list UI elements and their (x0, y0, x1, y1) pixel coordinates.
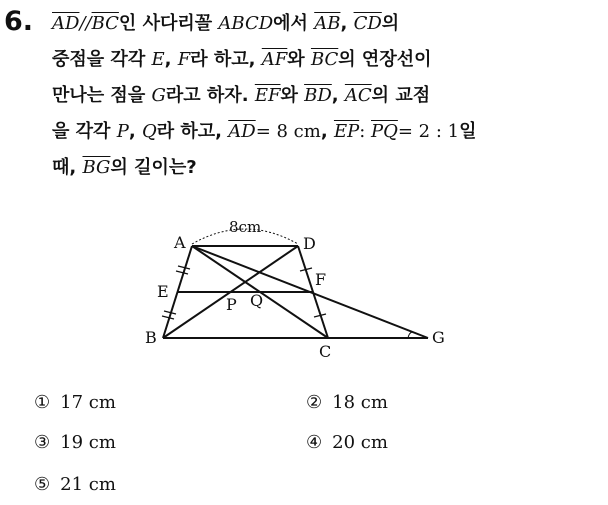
label-f: F (315, 270, 327, 289)
tick-ae-2 (176, 271, 188, 274)
stem-text: 에서 (273, 13, 315, 34)
stem-text: 라 하고, (190, 49, 262, 70)
stem-text: 와 (287, 49, 311, 70)
math-term: ABCD (218, 13, 274, 34)
math-number: = 2 : 1 (397, 121, 460, 142)
choice-4-mark: ④ (306, 432, 323, 453)
choice-1-mark: ① (34, 392, 51, 413)
stem-text: 의 (381, 13, 400, 34)
tick-eb-2 (162, 316, 174, 319)
math-term: // (79, 13, 92, 34)
label-d: D (303, 234, 316, 253)
stem-text: 일 (459, 121, 477, 142)
stem-text: , (164, 49, 178, 70)
math-term: E (151, 49, 165, 70)
stem-text: 의 교점 (371, 85, 431, 106)
choice-4[interactable] (306, 432, 388, 453)
math-term: $\overline{BC}$ (310, 49, 339, 70)
math-term: G (151, 85, 166, 106)
math-number: = 8 cm (255, 121, 321, 142)
math-term: Q (141, 121, 157, 142)
choice-1[interactable] (34, 392, 116, 413)
label-b: B (145, 328, 157, 347)
math-term: $\overline{BC}$ (91, 13, 119, 34)
label-ad-length: 8cm (229, 218, 262, 236)
stem-text: , (340, 13, 354, 34)
stem-text: 라고 하자. (165, 85, 255, 106)
stem-text: 인 사다리꼴 (118, 13, 219, 34)
stem-text: 라 하고, (156, 121, 229, 142)
label-c: C (319, 342, 332, 361)
question-number: 6. (4, 6, 34, 37)
math-term: $\overline{AF}$ (261, 49, 288, 70)
math-term: $\overline{EP}$ (333, 121, 360, 142)
stem-text: 때, (52, 157, 83, 178)
math-term: $\overline{AD}$ (52, 13, 80, 34)
math-term: P (116, 121, 129, 142)
math-term: $\overline{BG}$ (82, 157, 111, 178)
choice-3-mark: ③ (34, 432, 51, 453)
choice-1-text: 17 cm (60, 392, 116, 413)
math-term: F (177, 49, 191, 70)
choice-5-text: 21 cm (60, 474, 116, 495)
stem-text: , (320, 121, 334, 142)
stem-text: , (331, 85, 345, 106)
stem-text: 을 각각 (52, 121, 117, 142)
stem-text: 와 (280, 85, 305, 106)
label-p: P (226, 295, 237, 314)
choice-5-mark: ⑤ (34, 474, 51, 495)
label-q: Q (250, 291, 264, 310)
choice-2-text: 18 cm (332, 392, 388, 413)
math-term: $\overline{AB}$ (314, 13, 341, 34)
math-term: $\overline{CD}$ (353, 13, 382, 34)
math-term: $\overline{AC}$ (344, 85, 372, 106)
math-term: $\overline{EF}$ (254, 85, 281, 106)
choice-3[interactable] (34, 432, 116, 453)
stem-text: , (128, 121, 142, 142)
stem-text: 의 길이는? (110, 157, 197, 178)
math-term: $\overline{BD}$ (304, 85, 332, 106)
stem-text: 중점을 각각 (52, 49, 152, 70)
stem-text: 의 연장선이 (338, 49, 432, 70)
label-g: G (432, 328, 445, 347)
label-e: E (157, 282, 169, 301)
choice-3-text: 19 cm (60, 432, 116, 453)
choice-2[interactable] (306, 392, 388, 413)
math-term: $\overline{AD}$ (228, 121, 256, 142)
math-number: : (359, 121, 371, 142)
choice-2-mark: ② (306, 392, 323, 413)
choice-5[interactable] (34, 474, 116, 495)
label-a: A (174, 233, 186, 252)
stem-text: 만나는 점을 (52, 85, 152, 106)
choice-4-text: 20 cm (332, 432, 388, 453)
math-term: $\overline{PQ}$ (371, 121, 398, 142)
